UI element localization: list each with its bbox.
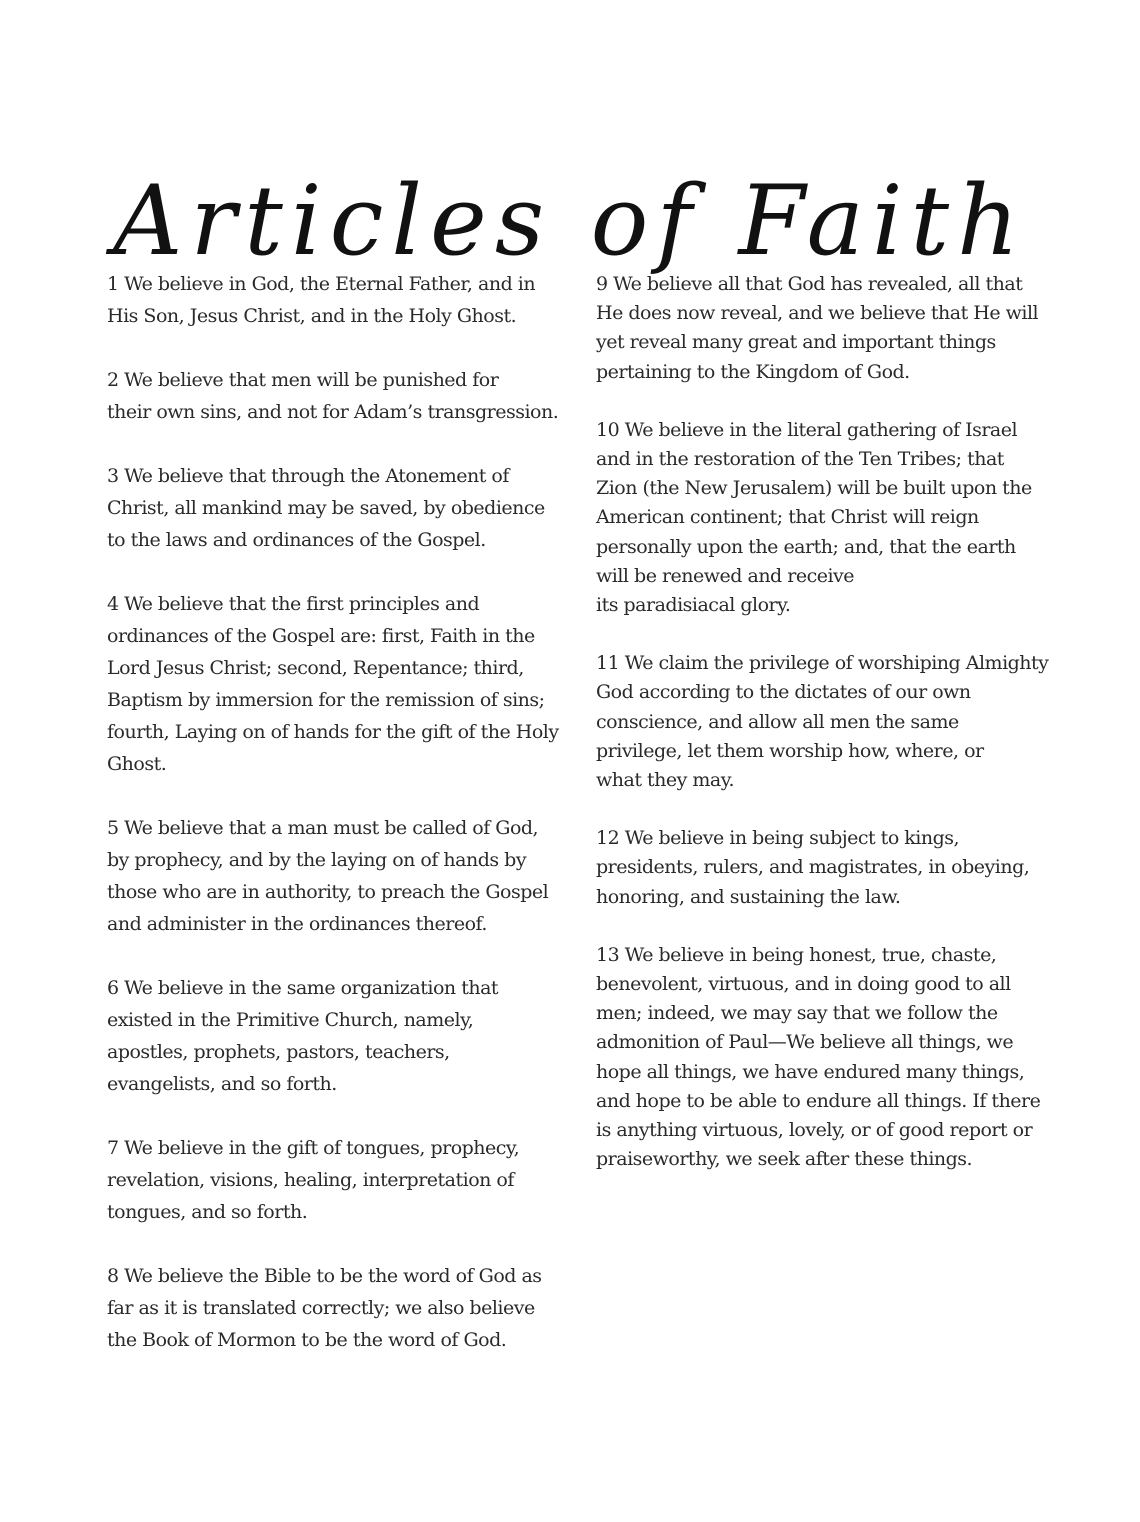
article-3: 3 We believe that through the Atonement of Christ, all mankind may be saved, by obedience to the laws and ordinances of the Gospel.: [107, 465, 545, 551]
article-6: 6 We believe in the same organization that existed in the Primitive Church, namely, apostles, prophets, pastors, teachers, evangelists, and so forth.: [107, 977, 499, 1095]
right-column: [596, 270, 1071, 1203]
article-9: 9 We believe all that God has revealed, all that He does now reveal, and we believe that He will yet reveal many great and important things pertaining to the Kingdom of God.: [596, 273, 1039, 383]
article-7: 7 We believe in the gift of tongues, prophecy, revelation, visions, healing, interpretation of tongues, and so forth.: [107, 1137, 520, 1223]
article-5: 5 We believe that a man must be called of God, by prophecy, and by the laying on of hands by those who are in authority, to preach the Gospel and administer in the ordinances thereof.: [107, 817, 549, 935]
article-11: 11 We claim the privilege of worshiping Almighty God according to the dictates of our own conscience, and allow all men the same privilege, let them worship how, where, or what they may.: [596, 652, 1049, 792]
left-column: [107, 268, 582, 1388]
article-13: 13 We believe in being honest, true, chaste, benevolent, virtuous, and in doing good to all men; indeed, we may say that we follow the admonition of Paul—We believe all things, we hope all things, we have endured many things, and hope to be able to endure all things. If there is anything virtuous, lovely, or of good report or praiseworthy, we seek after these things.: [596, 943, 1041, 1171]
article-2: 2 We believe that men will be punished for their own sins, and not for Adam’s transgression.: [107, 369, 559, 423]
page-title: Articles of Faith: [113, 165, 1027, 278]
article-12: 12 We believe in being subject to kings, presidents, rulers, and magistrates, in obeying, honoring, and sustaining the law.: [596, 827, 1030, 908]
article-10: 10 We believe in the literal gathering of Israel and in the restoration of the Ten Tribes; that Zion (the New Jerusalem) will be built upon the American continent; that Christ will reign personally upon the earth; and, that the earth will be renewed and receive its paradisiacal glory.: [596, 418, 1032, 617]
article-1: 1 We believe in God, the Eternal Father, and in His Son, Jesus Christ, and in the Holy Ghost.: [107, 273, 536, 327]
article-4: 4 We believe that the first principles and ordinances of the Gospel are: first, Faith in the Lord Jesus Christ; second, Repentance; third, Baptism by immersion for the remission of sins; fourth, Laying on of hands for the gift of the Holy Ghost.: [107, 593, 559, 775]
article-8: 8 We believe the Bible to be the word of God as far as it is translated correctly; we also believe the Book of Mormon to be the word of God.: [107, 1265, 542, 1351]
